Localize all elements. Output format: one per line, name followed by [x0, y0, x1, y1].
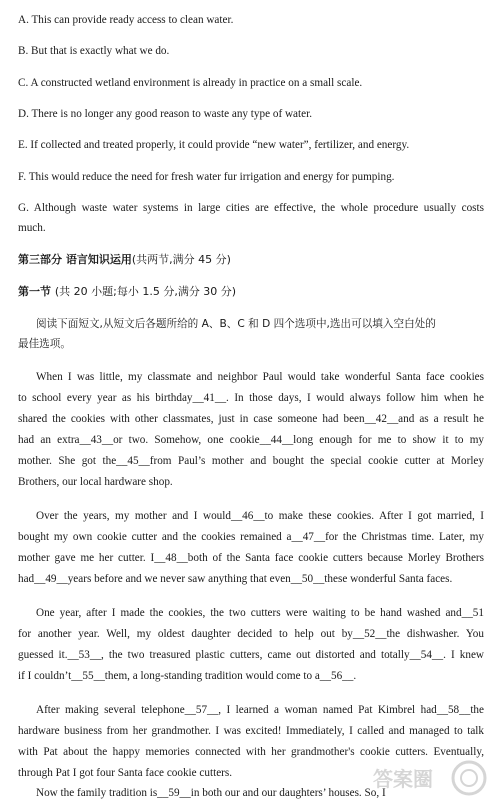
- section1-heading: [18, 285, 484, 299]
- instructions-line-1: 阅读下面短文,从短文后各题所给的 A、B、C 和 D 四个选项中,选出可以填入空白处的: [36, 318, 436, 330]
- p1-line-4: had an extra__43__or two. Somehow, one cookie__44__long enough for me to show it to my: [18, 434, 484, 446]
- p2-line-1: Over the years, my mother and I would__46__to make these cookies. After I got married, I: [36, 510, 484, 522]
- option-c: C. A constructed wetland environment is already in practice on a small scale.: [18, 77, 363, 89]
- option-a: A. This can provide ready access to clean water.: [18, 14, 234, 26]
- section3-title: 第三部分 语言知识运用: [18, 253, 132, 266]
- instructions-line-2: 最佳选项。: [18, 338, 71, 350]
- p3-line-3: guessed it.__53__, the two treasured plastic cutters, came out distorted and totally__54__. I knew: [18, 649, 484, 661]
- p5-line-1: Now the family tradition is__59__in both our and our daughters’ houses. So, I: [36, 787, 386, 799]
- p2-line-2: bought my own cookie cutter and the cookies remained a__47__for the Christmas time. Later, my: [18, 531, 484, 543]
- p1-line-2: to school every year as his birthday__41__. In those days, I would always follow him when he: [18, 392, 484, 404]
- section1-title: 第一节: [18, 285, 51, 298]
- p1-line-1: When I was little, my classmate and neighbor Paul would take wonderful Santa face cookies: [36, 371, 484, 383]
- option-g-cont: much.: [18, 222, 46, 234]
- p2-line-4: had__49__years before and we never saw anything that even__50__these wonderful Santa faces.: [18, 573, 453, 585]
- p4-line-4: through Pat I got four Santa face cookie cutters.: [18, 767, 233, 779]
- watermark-text: 答案圈: [373, 767, 433, 791]
- p4-line-1: After making several telephone__57__, I learned a woman named Pat Kimbrel had__58__the: [36, 704, 484, 716]
- p4-line-2: hardware business from her grandmother. I was excited! Immediately, I called and managed to talk: [18, 725, 484, 737]
- option-f: F. This would reduce the need for fresh water fur irrigation and energy for pumping.: [18, 171, 395, 183]
- option-d: D. There is no longer any good reason to waste any type of water.: [18, 108, 313, 120]
- watermark-logo: [369, 758, 489, 798]
- p4-line-3: with Pat about the happy memories connected with her grandmother's cookie cutters. Eventually,: [18, 746, 484, 758]
- watermark-inner-circle: [461, 770, 477, 786]
- p3-line-4: if I couldn’t__55__them, a long-standing tradition would come to a__56__.: [18, 670, 357, 682]
- p2-line-3: mother gave me her cutter. I__48__both of the Santa face cookie cutters because Morley Brothers: [18, 552, 484, 564]
- p3-line-2: for another year. Well, my oldest daughter decided to help out by__52__the dishwasher. You: [18, 628, 484, 640]
- p1-line-6: Brothers, our local hardware shop.: [18, 476, 173, 488]
- section1-note: (共 20 小题;每小 1.5 分,满分 30 分): [54, 285, 237, 298]
- watermark-circle: [453, 762, 485, 794]
- section3-note: (共两节,满分 45 分): [131, 253, 231, 266]
- p1-line-5: mother. She got the__45__from Paul’s mother and bought the special cookie cutter at Morley: [18, 455, 484, 467]
- option-e: E. If collected and treated properly, it could provide “new water”, fertilizer, and energy.: [18, 139, 410, 151]
- option-g: G. Although waste water systems in large cities are effective, the whole procedure usually costs: [18, 202, 484, 214]
- section3-heading: [18, 253, 484, 267]
- p1-line-3: shared the cookies with other classmates, just in case someone had been__42__and as a result he: [18, 413, 484, 425]
- p3-line-1: One year, after I made the cookies, the two cutters were waiting to be hand washed and__51: [36, 607, 484, 619]
- option-b: B. But that is exactly what we do.: [18, 45, 170, 57]
